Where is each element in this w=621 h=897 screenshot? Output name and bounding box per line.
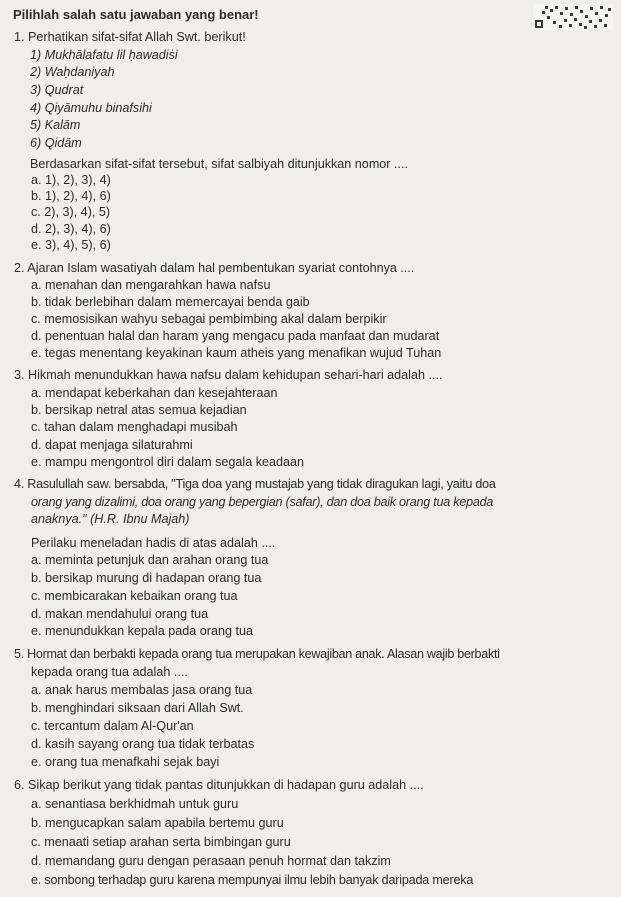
q1-item-6: 6) Qidām	[30, 136, 82, 150]
question-4-stem-line-2: orang yang dizalimi, doa orang yang bepergian (safar), dan doa baik orang tua kepada	[31, 495, 494, 509]
q1-item-1: 1) Mukhālafatu lil ḥawadiṡi	[30, 48, 178, 62]
q4-option-d[interactable]: d. makan mendahului orang tua	[31, 607, 209, 621]
q1-option-b[interactable]: b. 1), 2), 4), 6)	[31, 189, 111, 203]
q3-option-b[interactable]: b. bersikap netral atas semua kejadian	[31, 403, 247, 417]
q3-option-c[interactable]: c. tahan dalam menghadapi musibah	[31, 420, 238, 434]
q5-option-c[interactable]: c. tercantum dalam Al-Qur'an	[31, 719, 194, 733]
q3-option-a[interactable]: a. mendapat keberkahan dan kesejahteraan	[31, 386, 278, 400]
question-5-stem-line-1: 5. Hormat dan berbakti kepada orang tua merupakan kewajiban anak. Alasan wajib berbakti	[14, 647, 500, 661]
q4-option-b[interactable]: b. bersikap murung di hadapan orang tua	[31, 571, 262, 585]
question-4-text: Perilaku meneladan hadis di atas adalah ....	[31, 536, 276, 550]
q6-option-d[interactable]: d. memandang guru dengan perasaan penuh hormat dan takzim	[31, 854, 391, 868]
question-6-stem: 6. Sikap berikut yang tidak pantas ditunjukkan di hadapan guru adalah ....	[14, 778, 424, 792]
q4-option-a[interactable]: a. meminta petunjuk dan arahan orang tua	[31, 553, 269, 567]
q3-option-e[interactable]: e. mampu mengontrol diri dalam segala keadaan	[31, 455, 305, 469]
q2-option-d[interactable]: d. penentuan halal dan haram yang mengacu pada manfaat dan mudarat	[31, 329, 440, 343]
question-1-text: Berdasarkan sifat-sifat tersebut, sifat salbiyah ditunjukkan nomor ....	[30, 157, 408, 171]
q5-option-b[interactable]: b. menghindari siksaan dari Allah Swt.	[31, 701, 244, 715]
q1-item-2: 2) Waḥdaniyah	[30, 65, 115, 79]
q3-option-d[interactable]: d. dapat menjaga silaturahmi	[31, 438, 193, 452]
q1-option-a[interactable]: a. 1), 2), 3), 4)	[31, 173, 111, 187]
q6-option-c[interactable]: c. menaati setiap arahan serta bimbingan guru	[31, 835, 291, 849]
q1-item-3: 3) Qudrat	[30, 83, 84, 97]
q4-option-e[interactable]: e. menundukkan kepala pada orang tua	[31, 624, 253, 638]
q2-option-e[interactable]: e. tegas menentang keyakinan kaum atheis yang menafikan wujud Tuhan	[31, 346, 442, 360]
question-1-stem: 1. Perhatikan sifat-sifat Allah Swt. berikut!	[14, 30, 246, 44]
q1-option-c[interactable]: c. 2), 3), 4), 5)	[31, 205, 111, 219]
q6-option-a[interactable]: a. senantiasa berkhidmah untuk guru	[31, 797, 239, 811]
q2-option-b[interactable]: b. tidak berlebihan dalam memercayai benda gaib	[31, 295, 310, 309]
q2-option-a[interactable]: a. menahan dan mengarahkan hawa nafsu	[31, 278, 271, 292]
q5-option-d[interactable]: d. kasih sayang orang tua tidak terbatas	[31, 737, 255, 751]
q1-option-d[interactable]: d. 2), 3), 4), 6)	[31, 222, 111, 236]
q6-option-e[interactable]: e. sombong terhadap guru karena mempunyai ilmu lebih banyak daripada mereka	[31, 873, 474, 887]
question-5-stem-line-2: kepada orang tua adalah ....	[31, 665, 188, 679]
qr-code-icon	[533, 4, 613, 30]
question-3-stem: 3. Hikmah menundukkan hawa nafsu dalam kehidupan sehari-hari adalah ....	[14, 368, 443, 382]
q1-option-e[interactable]: e. 3), 4), 5), 6)	[31, 238, 111, 252]
q5-option-e[interactable]: e. orang tua menafkahi sejak bayi	[31, 755, 220, 769]
instruction: Pilihlah salah satu jawaban yang benar!	[13, 7, 259, 22]
question-4-stem-line-3: anaknya." (H.R. Ibnu Majah)	[31, 512, 190, 526]
q1-item-4: 4) Qiyāmuhu binafsihi	[30, 101, 152, 115]
question-2-stem: 2. Ajaran Islam wasatiyah dalam hal pembentukan syariat contohnya ....	[14, 261, 415, 275]
q4-option-c[interactable]: c. membicarakan kebaikan orang tua	[31, 589, 238, 603]
question-4-stem-line-1: 4. Rasulullah saw. bersabda, "Tiga doa yang mustajab yang tidak diragukan lagi, yaitu doa	[14, 477, 496, 491]
q5-option-a[interactable]: a. anak harus membalas jasa orang tua	[31, 683, 253, 697]
q6-option-b[interactable]: b. mengucapkan salam apabila bertemu guru	[31, 816, 284, 830]
q1-item-5: 5) Kalām	[30, 118, 81, 132]
q2-option-c[interactable]: c. memosisikan wahyu sebagai pembimbing akal dalam berpikir	[31, 312, 387, 326]
